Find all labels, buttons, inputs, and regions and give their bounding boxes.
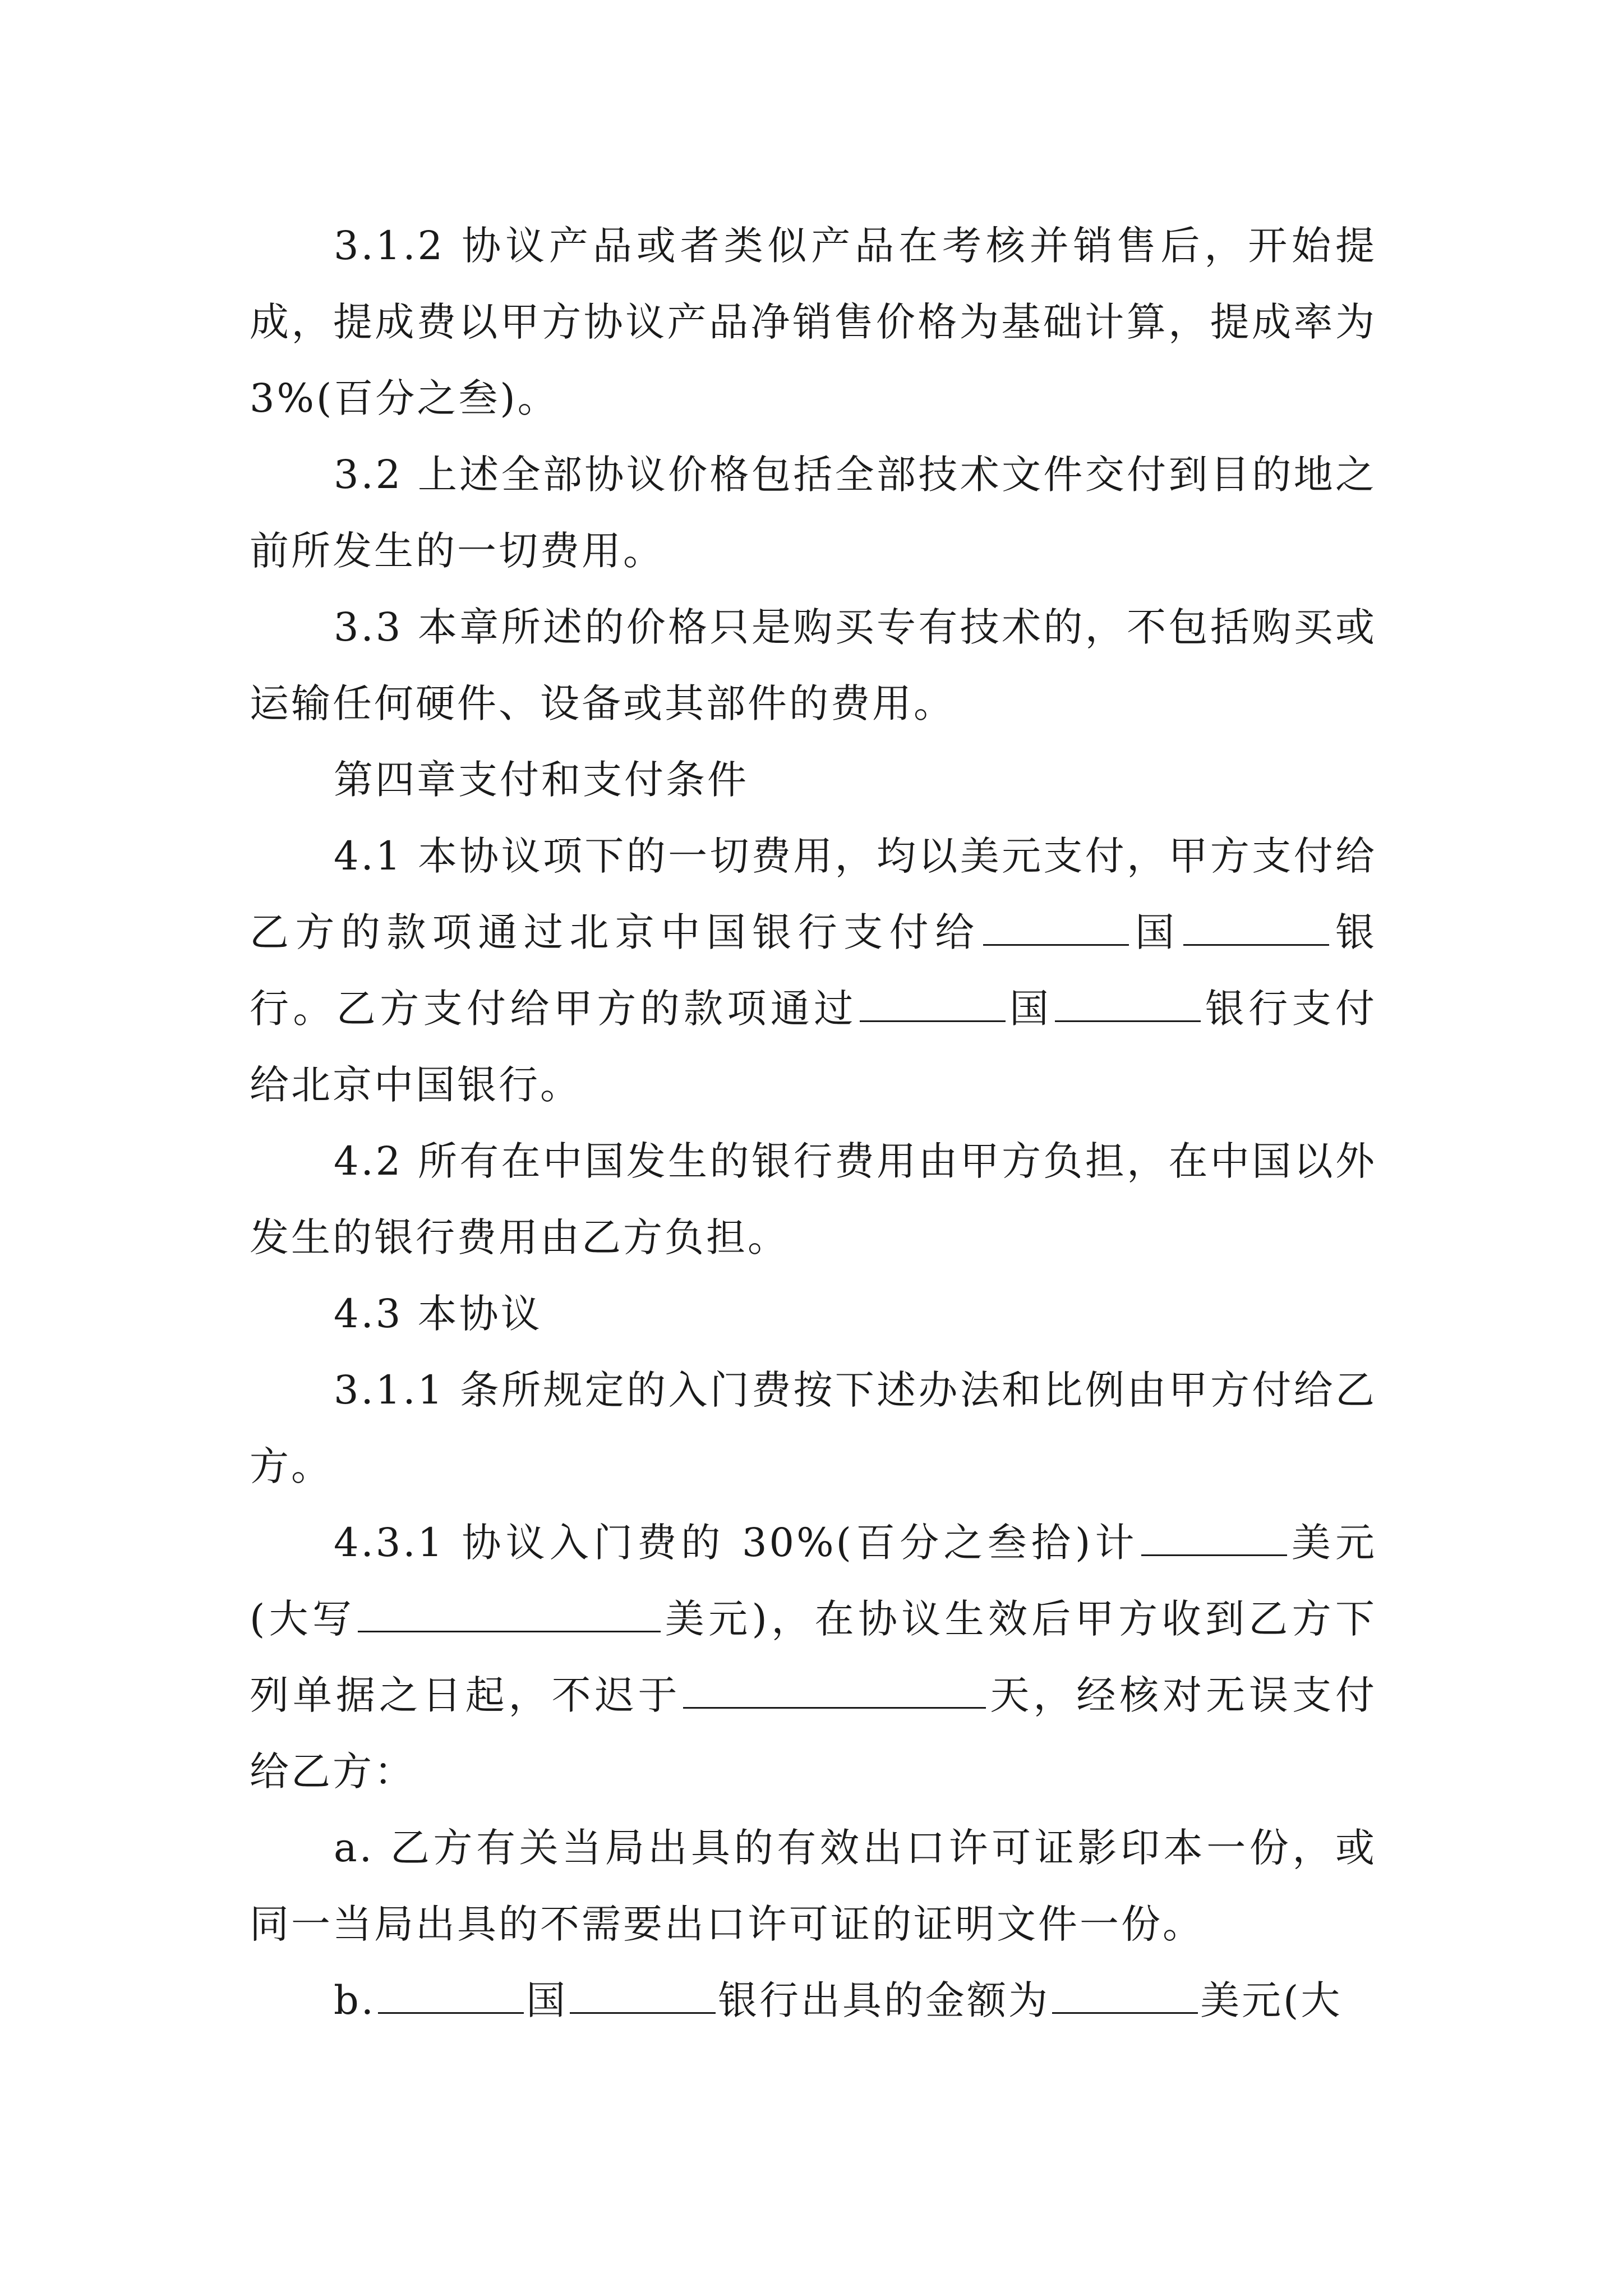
fill-in-blank bbox=[1052, 1977, 1198, 2014]
text-segment: 国 bbox=[1007, 986, 1053, 1032]
document-page bbox=[250, 208, 1377, 2039]
text-segment: 银行支付给北京中国银行。 bbox=[250, 986, 1377, 1108]
fill-in-blank bbox=[358, 1596, 661, 1632]
paragraph-3-3: 3.3 本章所述的价格只是购买专有技术的，不包括购买或运输任何硬件、设备或其部件的费用。 bbox=[250, 604, 1377, 726]
text-segment: 美元(大 bbox=[1200, 1977, 1343, 2023]
fill-in-blank bbox=[1141, 1520, 1287, 1556]
paragraph-a: a. 乙方有关当局出具的有效出口许可证影印本一份，或同一当局出具的不需要出口许可证的证明文件一份。 bbox=[250, 1825, 1377, 1947]
paragraph-4-2: 4.2 所有在中国发生的银行费用由甲方负担，在中国以外发生的银行费用由乙方负担。 bbox=[250, 1138, 1377, 1260]
paragraph-3-1-2: 3.1.2 协议产品或者类似产品在考核并销售后，开始提成，提成费以甲方协议产品净销售价格为基础计算，提成率为 3%(百分之叁)。 bbox=[250, 223, 1377, 421]
paragraph-4-1 bbox=[250, 818, 1377, 1123]
fill-in-blank bbox=[983, 909, 1129, 946]
paragraph-4-3: 4.3 本协议 bbox=[334, 1291, 542, 1337]
fill-in-blank bbox=[378, 1977, 524, 2014]
text-segment: 4.3.1 协议入门费的 30%(百分之叁拾)计 bbox=[334, 1520, 1139, 1566]
text-segment: b. bbox=[334, 1977, 376, 2023]
text-segment: 4.1 本协议项下的一切费用，均以美元支付，甲方支付给乙方的款项通过北京中国银行支付给 bbox=[250, 833, 1377, 955]
paragraph-3-1-1: 3.1.1 条所规定的入门费按下述办法和比例由甲方付给乙方。 bbox=[250, 1367, 1377, 1489]
fill-in-blank bbox=[860, 986, 1006, 1022]
text-segment: 国 bbox=[1131, 909, 1181, 955]
text-segment: 国 bbox=[526, 1977, 568, 2023]
paragraph-b bbox=[250, 1962, 1377, 2039]
fill-in-blank bbox=[1055, 986, 1201, 1022]
fill-in-blank bbox=[683, 1672, 986, 1709]
text-segment: 银行出具的金额为 bbox=[718, 1977, 1050, 2023]
text-segment: 美元(大写 bbox=[250, 1520, 1377, 1642]
text-segment: 天，经核对无误支付给乙方： bbox=[250, 1672, 1377, 1795]
paragraph-3-2: 3.2 上述全部协议价格包括全部技术文件交付到目的地之前所发生的一切费用。 bbox=[250, 452, 1377, 574]
text-segment: 美元)，在协议生效后甲方收到乙方下列单据之日起，不迟于 bbox=[250, 1596, 1377, 1718]
text-segment: 银行。乙方支付给甲方的款项通过 bbox=[250, 909, 1377, 1032]
chapter-4-heading: 第四章支付和支付条件 bbox=[334, 757, 749, 803]
fill-in-blank bbox=[1183, 909, 1329, 946]
paragraph-4-3-1 bbox=[250, 1504, 1377, 1810]
fill-in-blank bbox=[570, 1977, 716, 2014]
